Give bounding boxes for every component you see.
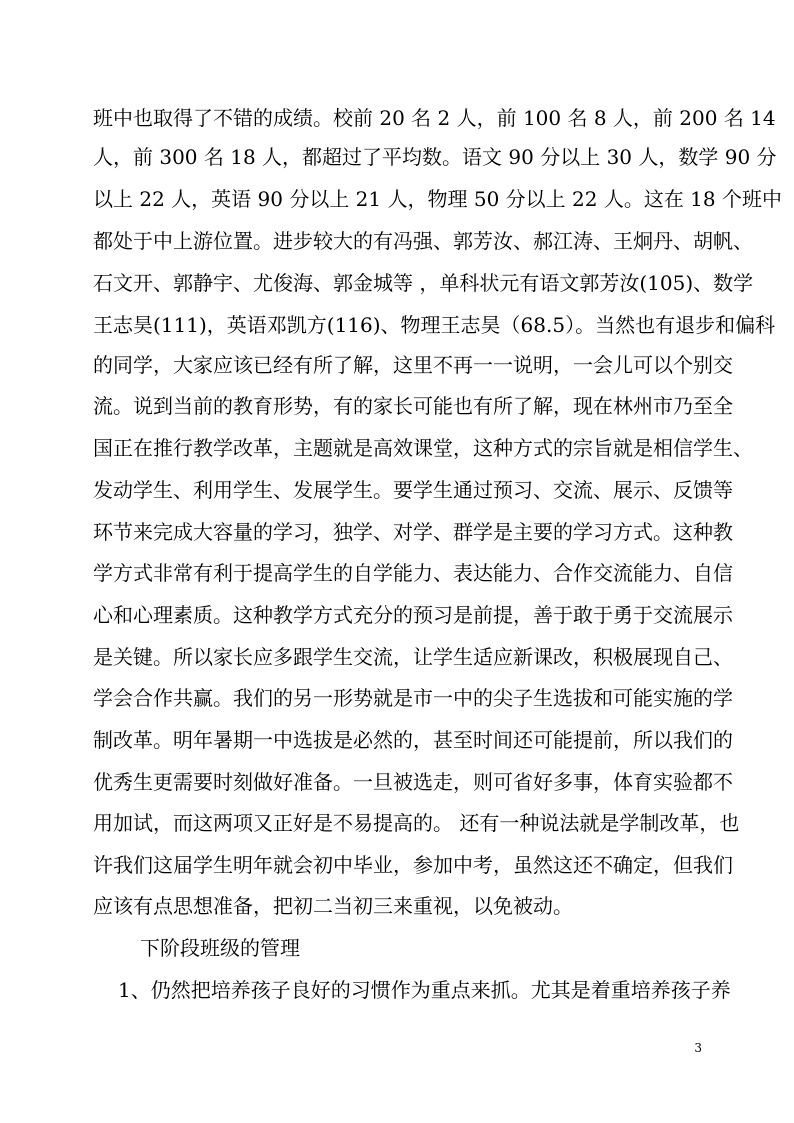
paragraph-line: 流。说到当前的教育形势，有的家长可能也有所了解，现在林州市乃至全 bbox=[93, 394, 733, 418]
paragraph-line: 人，前 300 名 18 人，都超过了平均数。语文 90 分以上 30 人，数学 90 分 bbox=[93, 145, 777, 169]
paragraph-line: 王志昊(111)，英语邓凯方(116)、物理王志昊（68.5）。当然也有退步和偏科 bbox=[93, 313, 776, 337]
paragraph-line: 用加试，而这两项又正好是不易提高的。 还有一种说法就是学制改革，也 bbox=[93, 811, 740, 835]
paragraph-line: 发动学生、利用学生、发展学生。要学生通过预习、交流、展示、反馈等 bbox=[93, 478, 733, 502]
section-heading: 下阶段班级的管理 bbox=[140, 936, 300, 960]
paragraph-line: 应该有点思想准备，把初二当初三来重视，以免被动。 bbox=[93, 894, 573, 918]
paragraph-line: 许我们这届学生明年就会初中毕业，参加中考，虽然这还不确定，但我们 bbox=[93, 853, 733, 877]
paragraph-line: 石文开、郭静宇、尤俊海、郭金城等 ，单科状元有语文郭芳汝(105)、数学 bbox=[93, 271, 754, 295]
paragraph-line: 环节来完成大容量的学习，独学、对学、群学是主要的学习方式。这种教 bbox=[93, 520, 733, 544]
list-item: 1、仍然把培养孩子良好的习惯作为重点来抓。尤其是着重培养孩子养 bbox=[118, 978, 731, 1002]
paragraph-line: 学会合作共赢。我们的另一形势就是市一中的尖子生选拔和可能实施的学 bbox=[93, 686, 733, 710]
paragraph-line: 班中也取得了不错的成绩。校前 20 名 2 人，前 100 名 8 人，前 200 名 14 bbox=[93, 106, 776, 130]
page-number: 3 bbox=[694, 1041, 702, 1055]
paragraph-line: 制改革。明年暑期一中选拔是必然的，甚至时间还可能提前，所以我们的 bbox=[93, 728, 733, 752]
paragraph-line: 心和心理素质。这种教学方式充分的预习是前提，善于敢于勇于交流展示 bbox=[93, 603, 733, 627]
paragraph-line: 国正在推行教学改革，主题就是高效课堂，这种方式的宗旨就是相信学生、 bbox=[93, 436, 753, 460]
paragraph-line: 以上 22 人，英语 90 分以上 21 人，物理 50 分以上 22 人。这在 18 个班中 bbox=[93, 187, 782, 211]
paragraph-line: 都处于中上游位置。进步较大的有冯强、郭芳汝、郝江涛、王炯丹、胡帆、 bbox=[93, 229, 753, 253]
paragraph-line: 学方式非常有利于提高学生的自学能力、表达能力、合作交流能力、自信 bbox=[93, 561, 733, 585]
paragraph-line: 的同学，大家应该已经有所了解，这里不再一一说明，一会儿可以个别交 bbox=[93, 353, 733, 377]
paragraph-line: 是关键。所以家长应多跟学生交流，让学生适应新课改，积极展现自己、 bbox=[93, 645, 733, 669]
paragraph-line: 优秀生更需要时刻做好准备。一旦被选走，则可省好多事，体育实验都不 bbox=[93, 770, 733, 794]
